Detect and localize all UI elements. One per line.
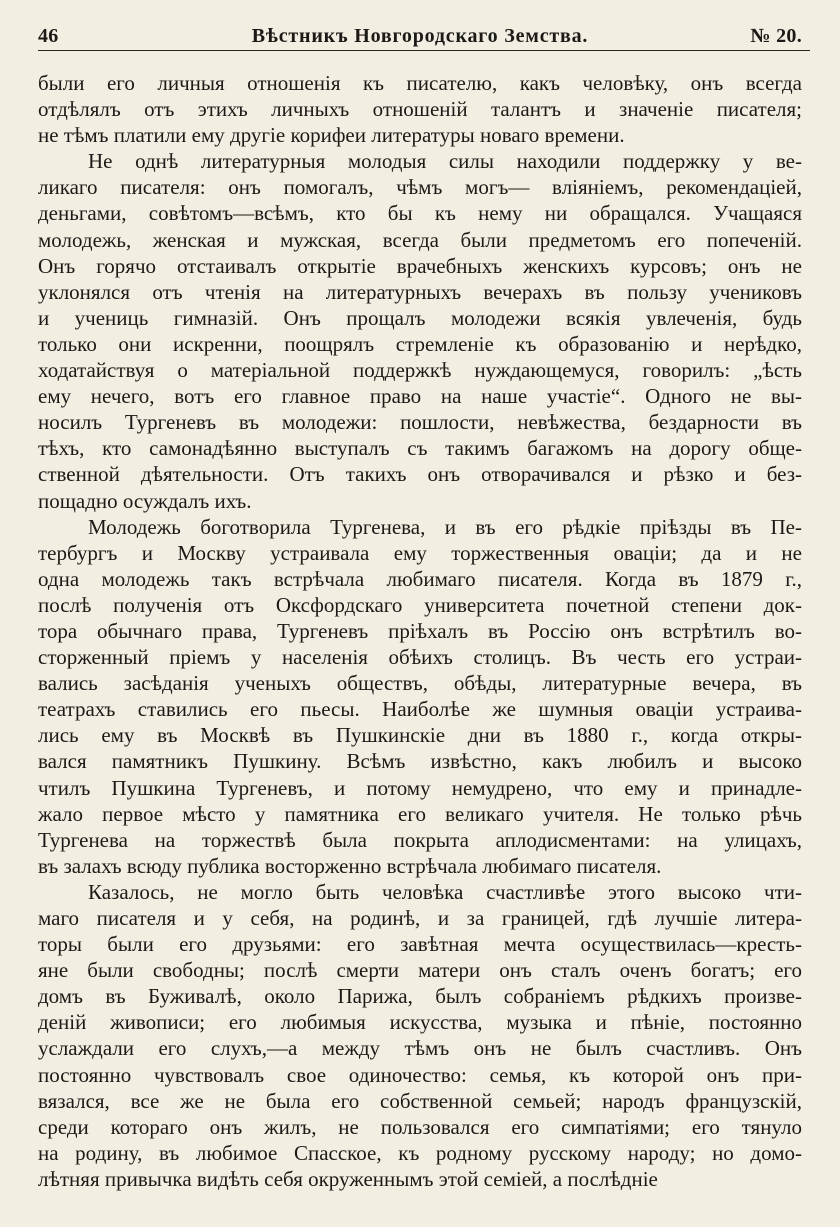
text-line: на родину, въ любимое Спасское, къ родному русскому народу; но домо- — [38, 1140, 802, 1165]
page-number: 46 — [38, 25, 59, 47]
text-line: театрахъ ставились его пьесы. Наиболѣе же шумныя оваціи устраива- — [38, 697, 802, 722]
text-line: не тѣмъ платили ему другіе корифеи литературы новаго времени. — [38, 123, 625, 148]
paragraph — [38, 879, 802, 1192]
text-line: были его личныя отношенія къ писателю, какъ человѣку, онъ всегда — [38, 71, 802, 95]
text-line: Молодежь боготворила Тургенева, и въ его рѣдкіе пріѣзды въ Пе- — [88, 514, 802, 539]
text-line: вался памятникъ Пушкину. Всѣмъ извѣстно, какъ любилъ и высоко — [38, 749, 802, 774]
text-line: тѣхъ, кто самонадѣянно выступалъ съ такимъ багажомъ на дорогу обще- — [38, 436, 802, 461]
text-line: яне были свободны; послѣ смерти матери онъ сталъ оченъ богатъ; его — [38, 958, 802, 983]
header-rule — [38, 50, 810, 51]
text-line: Казалось, не могло быть человѣка счастливѣе этого высоко чти- — [88, 879, 802, 904]
text-line: пощадно осуждалъ ихъ. — [38, 488, 252, 513]
running-head — [38, 18, 802, 48]
text-line: лись ему въ Москвѣ въ Пушкинскіе дни въ 1880 г., когда откры- — [38, 723, 802, 748]
text-line: Онъ горячо отстаивалъ открытіе врачебныхъ женскихъ курсовъ; онъ не — [38, 253, 802, 278]
text-line: жало первое мѣсто у памятника его великаго учителя. Не только рѣчь — [38, 801, 802, 826]
text-line: ходатайствуя о матеріальной поддержкѣ нуждающемуся, говорилъ: „ѣсть — [38, 358, 802, 383]
text-line: Не однѣ литературныя молодыя силы находили поддержку у ве- — [88, 149, 802, 174]
text-line: тербургъ и Москву устраивала ему торжественныя оваціи; да и не — [38, 540, 802, 565]
text-line: услаждали его слухъ,—а между тѣмъ онъ не былъ счастливъ. Онъ — [38, 1036, 802, 1061]
text-line: одна молодежь такъ встрѣчала любимаго писателя. Когда въ 1879 г., — [38, 566, 802, 591]
text-line: только они искренни, поощрялъ стремленіе къ образованію и нерѣдко, — [38, 331, 802, 356]
text-line: маго писателя и у себя, на родинѣ, и за границей, гдѣ лучшіе литера- — [38, 906, 802, 930]
text-line: носилъ Тургеневъ въ молодежи: пошлости, невѣжества, бездарности въ — [38, 410, 802, 435]
text-line: деньгами, совѣтомъ—всѣмъ, кто бы къ нему ни обращался. Учащаяся — [38, 201, 802, 226]
text-line: тора обычнаго права, Тургеневъ пріѣхалъ въ Россію онъ встрѣтилъ во- — [38, 618, 802, 643]
text-line: вязался, все же не была его собственной семьей; народъ французскій, — [38, 1088, 802, 1113]
journal-title: Вѣстникъ Новгородскаго Земства. — [251, 25, 589, 47]
text-line: торы были его друзьями: его завѣтная мечта осуществилась—кресть- — [38, 932, 802, 957]
body-text — [38, 70, 802, 1192]
text-line: молодежь, женская и мужская, всегда были предметомъ его попеченій. — [38, 227, 802, 252]
text-line: и учениць гимназій. Онъ прощалъ молодежи всякія увлеченія, будь — [38, 305, 802, 330]
text-line: среди котораго онъ жилъ, не пользовался его симпатіями; его тянуло — [38, 1114, 802, 1139]
text-line: сторженный пріемъ у населенія обѣихъ столицъ. Въ честь его устраи- — [38, 645, 802, 670]
text-line: постоянно чувствовалъ свое одиночество: семья, къ которой онъ при- — [38, 1062, 802, 1087]
text-line: ему нечего, вотъ его главное право на наше участіе“. Одного не вы- — [38, 384, 802, 409]
text-line: Тургенева на торжествѣ была покрыта аплодисментами: на улицахъ, — [38, 827, 802, 852]
text-line: въ залахъ всюду публика восторженно встрѣчала любимаго писателя. — [38, 853, 662, 878]
text-line: послѣ полученія отъ Оксфордскаго университета почетной степени док- — [38, 592, 802, 617]
paragraph — [38, 70, 802, 148]
text-line: деній живописи; его любимыя искусства, музыка и пѣніе, постоянно — [38, 1010, 802, 1035]
text-line: отдѣлялъ отъ этихъ личныхъ отношеній талантъ и значеніе писателя; — [38, 97, 802, 122]
paragraph — [38, 148, 802, 513]
text-line: чтилъ Пушкина Тургеневъ, и потому немудрено, что ему и принадле- — [38, 775, 802, 800]
text-line: ственной дѣятельности. Отъ такихъ онъ отворачивался и рѣзко и без- — [38, 462, 802, 487]
text-line: вались засѣданія ученыхъ обществъ, обѣды, литературные вечера, въ — [38, 671, 802, 696]
text-line: лѣтняя привычка видѣть себя окруженнымъ этой семіей, а послѣдніе — [38, 1166, 658, 1191]
issue-number: № 20. — [750, 25, 802, 47]
paragraph — [38, 514, 802, 879]
text-line: ликаго писателя: онъ помогалъ, чѣмъ могъ— вліяніемъ, рекомендаціей, — [38, 175, 802, 200]
text-line: уклонялся отъ чтенія на литературныхъ вечерахъ въ пользу учениковъ — [38, 279, 802, 304]
text-line: домъ въ Буживалѣ, около Парижа, былъ собраніемъ рѣдкихъ произве- — [38, 984, 802, 1009]
